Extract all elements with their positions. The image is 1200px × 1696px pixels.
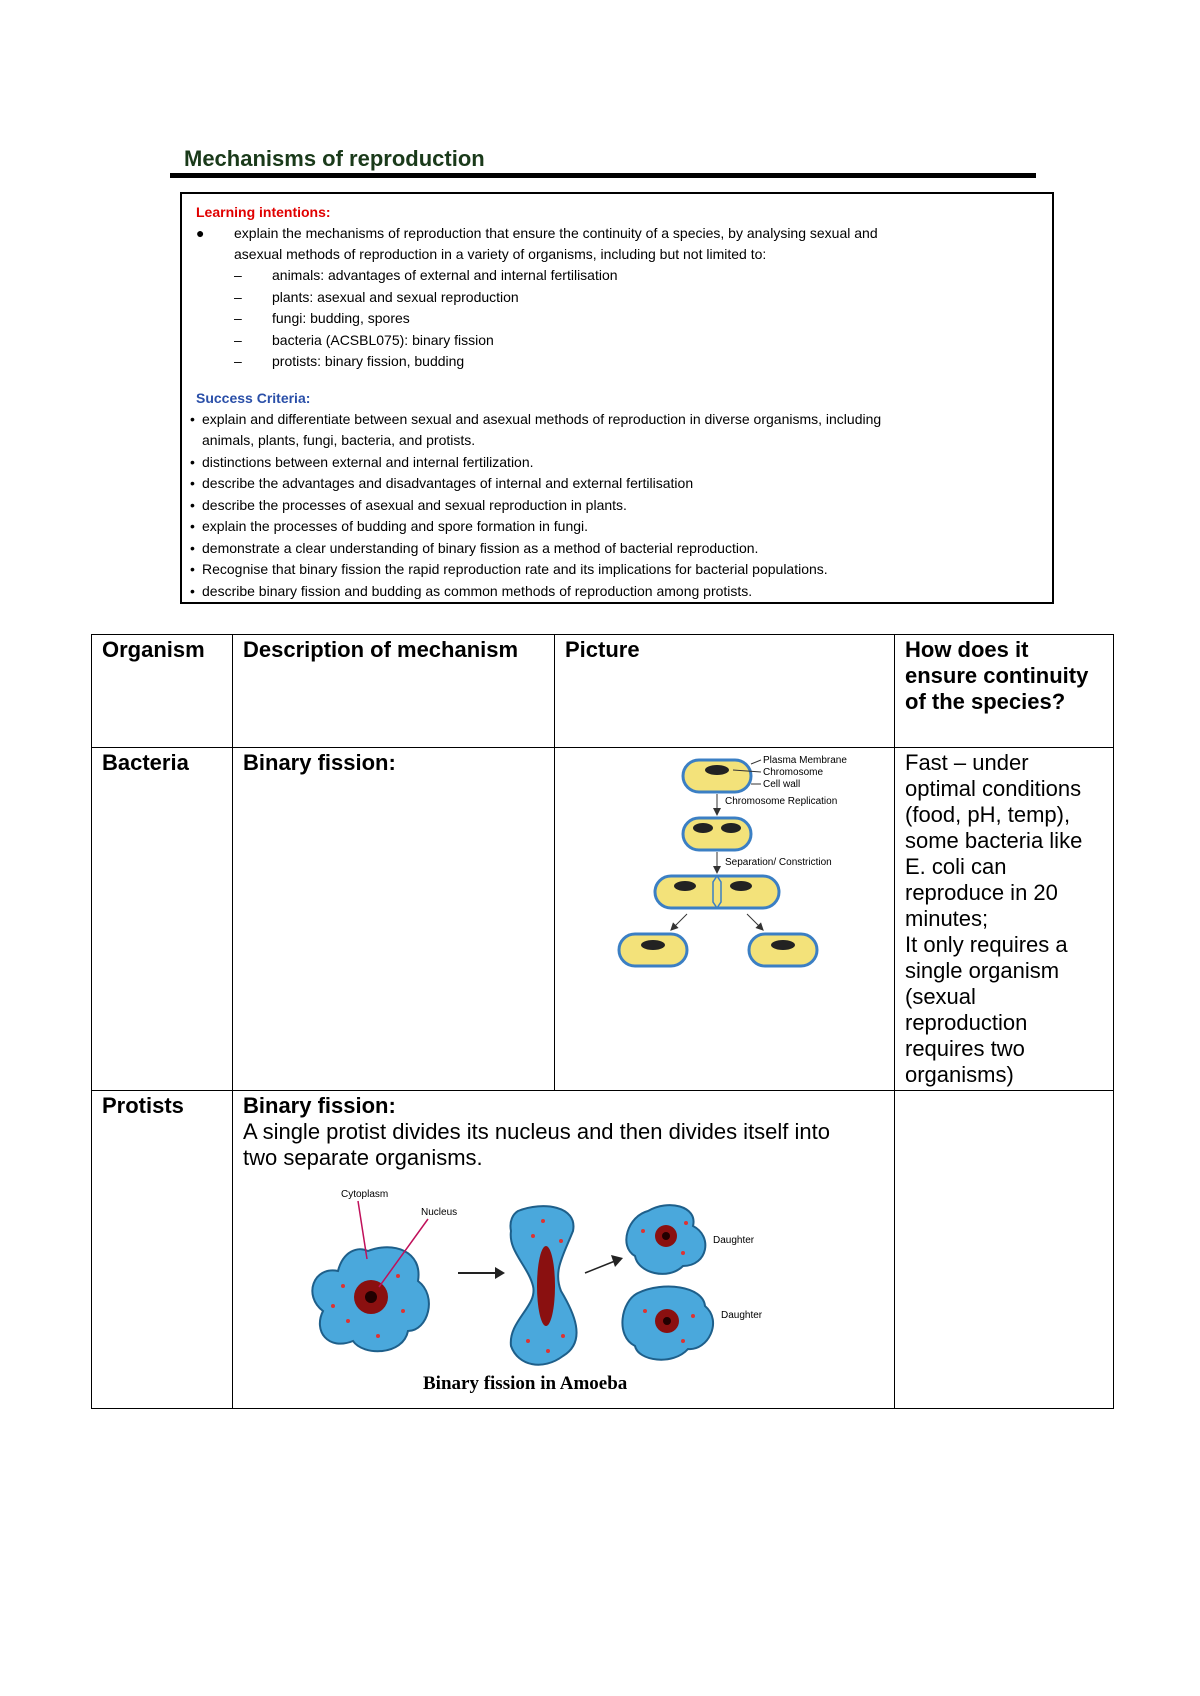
chromosome <box>674 881 696 891</box>
header-organism: Organism <box>92 635 233 748</box>
title-underline <box>170 173 1036 178</box>
success-criteria-item: explain and differentiate between sexual and asexual methods of reproduction in diverse organisms, including <box>202 411 882 427</box>
learning-intention-text: explain the mechanisms of reproduction that ensure the continuity of a species, by analysing sexual and <box>234 225 878 241</box>
continuity-line: organisms) <box>905 1062 1014 1087</box>
bacterium-cell <box>683 760 751 792</box>
nucleus <box>537 1246 555 1326</box>
success-criteria-item: describe binary fission and budding as common methods of reproduction among protists. <box>202 583 753 599</box>
header-description: Description of mechanism <box>233 635 555 748</box>
bacteria-picture-cell <box>555 748 895 1091</box>
amoeba-binary-fission-diagram <box>243 1181 883 1399</box>
bacteria-continuity-cell <box>895 748 1114 1091</box>
chromosome <box>705 765 729 775</box>
continuity-line: single organism <box>905 958 1060 983</box>
learning-sub-item: protists: binary fission, budding <box>272 353 465 369</box>
continuity-line: reproduction <box>905 1010 1028 1035</box>
table-row <box>92 748 1114 1091</box>
header-picture: Picture <box>555 635 895 748</box>
success-criteria-item: distinctions between external and internal fertilization. <box>202 454 534 470</box>
continuity-line: some bacteria like <box>905 828 1083 853</box>
chromosome <box>693 823 713 833</box>
protists-detail: A single protist divides its nucleus and then divides itself into two separate organisms. <box>243 1119 830 1170</box>
chromosome <box>721 823 741 833</box>
chromosome <box>641 940 665 950</box>
continuity-line: (food, pH, temp), <box>905 802 1071 827</box>
success-criteria-item: Recognise that binary fission the rapid reproduction rate and its implications for bacterial populations. <box>202 561 828 577</box>
table-row <box>92 1091 1114 1409</box>
bacterium-cell <box>683 818 751 850</box>
chromosome <box>730 881 752 891</box>
protists-continuity-cell <box>895 1091 1114 1409</box>
page-title: Mechanisms of reproduction <box>184 146 485 171</box>
bullet-icon: • <box>190 518 195 534</box>
continuity-line: Fast – under <box>905 750 1029 775</box>
label-plasma-membrane: Plasma Membrane <box>763 755 847 766</box>
diagram-caption: Binary fission in Amoeba <box>423 1373 628 1394</box>
dash-icon: – <box>234 267 242 283</box>
label-daughter-1: Daughter <box>713 1235 755 1246</box>
bullet-icon: • <box>190 583 195 599</box>
bullet-icon: ● <box>196 225 205 241</box>
chromosome <box>771 940 795 950</box>
organism-bacteria: Bacteria <box>92 748 233 1091</box>
success-criteria-heading: Success Criteria: <box>196 390 311 406</box>
learning-sub-item: animals: advantages of external and internal fertilisation <box>272 267 618 283</box>
learning-sub-item: plants: asexual and sexual reproduction <box>272 289 519 305</box>
continuity-line: reproduce in 20 <box>905 880 1058 905</box>
success-criteria-item: describe the processes of asexual and sexual reproduction in plants. <box>202 497 627 513</box>
label-nucleus: Nucleus <box>421 1207 458 1218</box>
bullet-icon: • <box>190 475 195 491</box>
label-cytoplasm: Cytoplasm <box>341 1189 389 1200</box>
learning-intention-text: asexual methods of reproduction in a variety of organisms, including but not limited to: <box>234 246 767 262</box>
dash-icon: – <box>234 310 242 326</box>
protists-description-cell <box>233 1091 895 1409</box>
dash-icon: – <box>234 289 242 305</box>
label-daughter-2: Daughter <box>721 1310 763 1321</box>
bacteria-description: Binary fission: <box>233 748 555 1091</box>
success-criteria-item: animals, plants, fungi, bacteria, and protists. <box>202 432 476 448</box>
learning-intentions-heading: Learning intentions: <box>196 204 331 220</box>
learning-sub-item: bacteria (ACSBL075): binary fission <box>272 332 494 348</box>
reproduction-table <box>91 634 1114 1409</box>
label-chromosome: Chromosome <box>763 767 824 778</box>
organism-protists: Protists <box>92 1091 233 1409</box>
bullet-icon: • <box>190 497 195 513</box>
label-cell-wall: Cell wall <box>763 779 801 790</box>
continuity-line: It only requires a <box>905 932 1068 957</box>
continuity-line: E. coli can <box>905 854 1007 879</box>
continuity-line: (sexual <box>905 984 976 1009</box>
header-continuity: How does it ensure continuity of the species? <box>895 635 1114 748</box>
label-chromosome-replication: Chromosome Replication <box>725 796 838 807</box>
success-criteria-item: explain the processes of budding and spore formation in fungi. <box>202 518 589 534</box>
learning-sub-item: fungi: budding, spores <box>272 310 410 326</box>
continuity-line: optimal conditions <box>905 776 1082 801</box>
bullet-icon: • <box>190 454 195 470</box>
bullet-icon: • <box>190 561 195 577</box>
dash-icon: – <box>234 332 242 348</box>
learning-intentions-box <box>180 192 1054 604</box>
continuity-line: requires two <box>905 1036 1025 1061</box>
bullet-icon: • <box>190 540 195 556</box>
protists-description: Binary fission: <box>243 1093 396 1118</box>
success-criteria-item: describe the advantages and disadvantages of internal and external fertilisation <box>202 475 694 491</box>
bacterial-binary-fission-diagram <box>555 748 895 1082</box>
bullet-icon: • <box>190 411 195 427</box>
continuity-line: minutes; <box>905 906 989 931</box>
success-criteria-item: demonstrate a clear understanding of binary fission as a method of bacterial reproduction. <box>202 540 759 556</box>
label-separation-constriction: Separation/ Constriction <box>725 857 832 868</box>
dash-icon: – <box>234 353 242 369</box>
table-header-row <box>92 635 1114 748</box>
